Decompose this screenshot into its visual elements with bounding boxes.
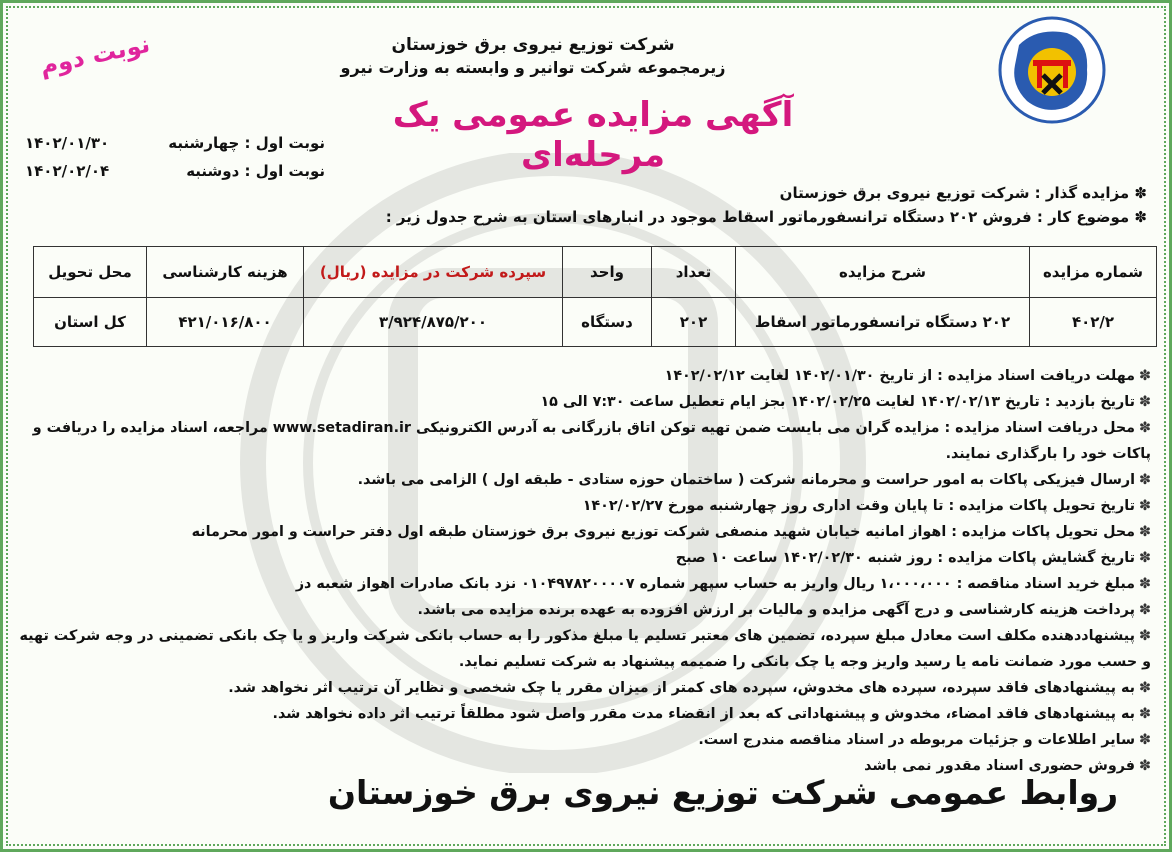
publication-date-label: نوبت اول : دوشنبه (186, 162, 325, 180)
publication-date-value: ۱۴۰۲/۰۲/۰۴ (25, 162, 110, 180)
list-item-text: تاریخ تحویل پاکات مزایده : تا پایان وقت اداری روز چهارشنبه مورخ ۱۴۰۲/۰۲/۲۷ (582, 498, 1136, 514)
table-cell: ۴۰۲/۲ (1030, 298, 1157, 347)
table-cell: ۲۰۲ (652, 298, 736, 347)
table-cell: ۳/۹۲۴/۸۷۵/۲۰۰ (304, 298, 563, 347)
list-item-text: محل تحویل پاکات مزایده : اهواز امانیه خیابان شهید منصفی شرکت توزیع نیروی برق خوزستان طبقه اول دفتر حراست و امور محرمانه (191, 524, 1136, 540)
list-item-text: فروش حضوری اسناد مقدور نمی باشد (864, 758, 1136, 774)
bullet-icon: ✽ (1139, 550, 1151, 566)
bullet-icon: ✽ (1139, 472, 1151, 488)
list-item-text: مهلت دریافت اسناد مزایده : از تاریخ ۱۴۰۲/۰۱/۳۰ لغایت ۱۴۰۲/۰۲/۱۲ (664, 368, 1136, 384)
round-badge: نوبت دوم (37, 29, 153, 81)
publication-dates (25, 129, 325, 185)
list-item (11, 493, 1151, 519)
list-item-text: سایر اطلاعات و جزئیات مربوطه در اسناد مناقصه مندرج است. (698, 732, 1136, 748)
list-item-text: پیشنهاددهنده مکلف است معادل مبلغ سپرده، تضمین های معتبر تسلیم یا مبلغ مذکور را به حساب بانکی شرکت واریز و یا چک بانکی تضمینی در وجه شرکت تهیه و حسب مورد ضمانت نامه یا رسید واریز وجه یا چک بانکی را ضمیمه پیشنهاد به شرکت تسلیم نماید. (19, 628, 1151, 670)
auctioneer-line (247, 181, 1147, 205)
table-cell: ۲۰۲ دستگاه ترانسفورماتور اسقاط (736, 298, 1030, 347)
notice-title: آگهی مزایده عمومی یک مرحله‌ای (392, 95, 794, 175)
table-cell: دستگاه (563, 298, 652, 347)
list-item-text: پرداخت هزینه کارشناسی و درج آگهی مزایده و مالیات بر ارزش افزوده به عهده برنده مزایده می باشد. (417, 602, 1136, 618)
table-header-row (34, 247, 1157, 298)
notice-intro (247, 181, 1147, 229)
bullet-icon: ✽ (1139, 420, 1151, 436)
publication-date-row (25, 129, 325, 157)
table-cell: ۴۲۱/۰۱۶/۸۰۰ (147, 298, 304, 347)
footer-text: روابط عمومی شرکت توزیع نیروی برق خوزستان (327, 773, 1119, 812)
list-item (11, 727, 1151, 753)
list-item-text: تاریخ گشایش پاکات مزایده : روز شنبه ۱۴۰۲/۰۲/۳۰ ساعت ۱۰ صبح (675, 550, 1136, 566)
company-name: شرکت توزیع نیروی برق خوزستان (391, 35, 675, 55)
bullet-icon: ✽ (1139, 628, 1151, 644)
bullet-icon: ✽ (1139, 368, 1151, 384)
list-item (11, 545, 1151, 571)
list-item-text: تاریخ بازدید : تاریخ ۱۴۰۲/۰۲/۱۳ لغایت ۱۴۰۲/۰۲/۲۵ بجز ایام تعطیل ساعت ۷:۳۰ الی ۱۵ (540, 394, 1136, 410)
list-item-text: محل دریافت اسناد مزایده : مزایده گران می بایست ضمن تهیه توکن اتاق بازرگانی به آدرس الکترونیکی www.setadiran.ir مراجعه، اسناد مزایده را دریافت و پاکات خود را بارگذاری نمایند. (32, 420, 1151, 462)
bullet-icon: ✽ (1139, 732, 1151, 748)
bullet-icon: ✽ (1139, 498, 1151, 514)
bullet-icon: ✽ (1139, 576, 1151, 592)
bullet-icon: ✽ (1139, 758, 1151, 774)
publication-date-label: نوبت اول : چهارشنبه (168, 134, 325, 152)
list-item (11, 597, 1151, 623)
list-item (11, 623, 1151, 675)
list-item-text: مبلغ خرید اسناد مناقصه : ۱،۰۰۰،۰۰۰ ریال واریز به حساب سپهر شماره ۰۱۰۴۹۷۸۲۰۰۰۰۷ نزد بانک صادرات اهواز شعبه دز (295, 576, 1136, 592)
conditions-list (11, 363, 1151, 779)
company-affiliation: زیرمجموعه شرکت توانیر و وابسته به وزارت نیرو (340, 58, 726, 77)
auction-table (33, 246, 1157, 347)
list-item (11, 363, 1151, 389)
list-item (11, 519, 1151, 545)
column-header: محل تحویل (34, 247, 147, 298)
bullet-icon: ✽ (1139, 602, 1151, 618)
company-logo-icon (997, 15, 1107, 125)
column-header: هزینه کارشناسی (147, 247, 304, 298)
table-cell: کل استان (34, 298, 147, 347)
publication-date-value: ۱۴۰۲/۰۱/۳۰ (25, 134, 110, 152)
column-header-deposit: سپرده شرکت در مزایده (ریال) (304, 247, 563, 298)
bullet-icon: ✽ (1139, 680, 1151, 696)
auctioneer-text: مزایده گذار : شرکت توزیع نیروی برق خوزستان (779, 184, 1130, 202)
column-header: تعداد (652, 247, 736, 298)
list-item-text: به پیشنهادهای فاقد امضاء، مخدوش و پیشنهاداتی که بعد از انقضاء مدت مقرر واصل شود مطلقاً ترتیب اثر داده نخواهد شد. (272, 706, 1136, 722)
column-header: شرح مزایده (736, 247, 1030, 298)
public-relations-signature (0, 773, 1169, 812)
letterhead (303, 33, 763, 79)
list-item-text: ارسال فیزیکی پاکات به امور حراست و محرمانه شرکت ( ساختمان حوزه ستادی - طبقه اول ) الزامی می باشد. (357, 472, 1136, 488)
list-item (11, 701, 1151, 727)
list-item (11, 467, 1151, 493)
list-item-text: به پیشنهادهای فاقد سپرده، سپرده های مخدوش، سپرده های کمتر از میزان مقرر یا چک شخصی و نظایر آن ترتیب اثر نخواهد شد. (228, 680, 1136, 696)
bullet-icon: ✽ (1139, 706, 1151, 722)
bullet-icon: ✽ (1129, 184, 1147, 202)
table-row (34, 298, 1157, 347)
subject-text: موضوع کار : فروش ۲۰۲ دستگاه ترانسفورماتور اسقاط موجود در انبارهای استان به شرح جدول زیر : (385, 208, 1130, 226)
bullet-icon: ✽ (1129, 208, 1147, 226)
list-item (11, 675, 1151, 701)
subject-line (247, 205, 1147, 229)
column-header: واحد (563, 247, 652, 298)
list-item (11, 571, 1151, 597)
list-item (11, 389, 1151, 415)
bullet-icon: ✽ (1139, 394, 1151, 410)
bullet-icon: ✽ (1139, 524, 1151, 540)
column-header: شماره مزایده (1030, 247, 1157, 298)
list-item (11, 415, 1151, 467)
